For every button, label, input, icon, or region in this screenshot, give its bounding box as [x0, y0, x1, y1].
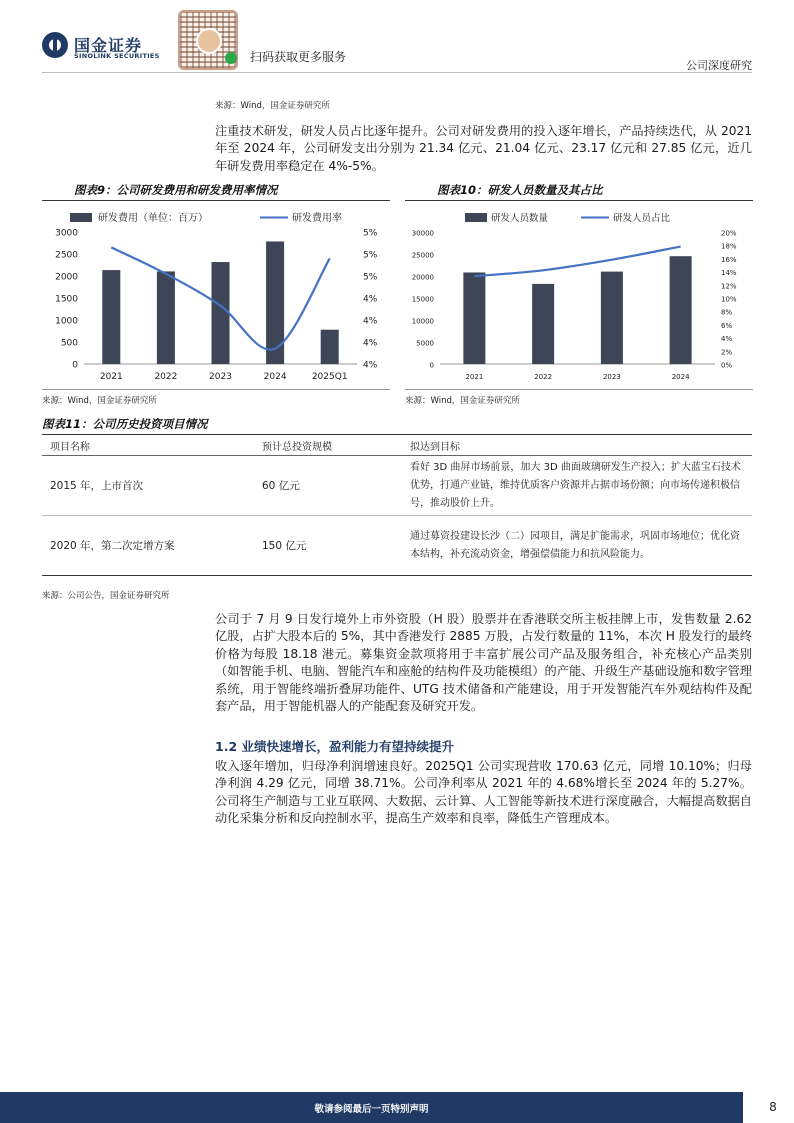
col-header-name: 项目名称: [42, 435, 254, 456]
source-note-top: 来源：Wind，国金证券研究所: [215, 101, 330, 111]
company-logo-icon: [42, 32, 68, 58]
y-left-tick-label: 20000: [411, 273, 434, 282]
cell-project-name: 2020 年，第二次定增方案: [42, 516, 254, 576]
cell-investment-amount: 60 亿元: [254, 456, 402, 516]
scan-prompt: 扫码获取更多服务: [250, 50, 347, 64]
figure-9-bottom-rule: [42, 389, 390, 390]
y-right-tick-label: 4%: [363, 294, 378, 305]
bar-2023: [601, 272, 623, 364]
bar-2023: [211, 262, 229, 364]
bar-2024: [670, 256, 692, 364]
col-header-amount: 预计总投资规模: [254, 435, 402, 456]
header-divider: [42, 72, 752, 73]
y-left-tick-label: 2000: [55, 272, 78, 283]
paragraph-performance: 收入逐年增加，归母净利润增速良好。2025Q1 公司实现营收 170.63 亿元，同增 10.10%；归母净利润 4.29 亿元，同增 38.71%。公司净利率从 2021 年的 4.68%增长至 2024 年的 5.27%。公司将生产制造与工业互联网、大数据、云计算、人工智能等新技术进行深度融合，大幅提高数据自动化采集分析和反向控制水平，提高生产效率和良率，降低生产管理成本。: [215, 759, 752, 826]
chart-rd-staff: [405, 204, 755, 384]
y-left-tick-label: 5000: [416, 339, 434, 348]
cell-project-name: 2015 年，上市首次: [42, 456, 254, 516]
x-tick-label: 2021: [99, 372, 123, 382]
investment-table: [42, 434, 752, 576]
y-left-tick-label: 500: [60, 338, 78, 349]
bar-2022: [157, 271, 175, 364]
y-right-tick-label: 12%: [721, 282, 737, 291]
bar-2025Q1: [321, 330, 339, 364]
y-left-tick-label: 25000: [411, 251, 434, 260]
y-left-tick-label: 1000: [55, 316, 78, 327]
y-right-tick-label: 6%: [721, 321, 733, 330]
y-left-tick-label: 2500: [55, 250, 78, 261]
y-right-tick-label: 4%: [363, 360, 378, 371]
y-right-tick-label: 18%: [721, 242, 737, 251]
table-row: [42, 516, 752, 576]
x-tick-label: 2024: [671, 373, 690, 381]
x-tick-label: 2022: [534, 373, 553, 381]
report-type: 公司深度研究: [686, 59, 752, 72]
x-tick-label: 2023: [602, 373, 621, 381]
bar-2024: [266, 241, 284, 364]
legend-swatch-bar: [465, 213, 487, 222]
x-tick-label: 2024: [263, 372, 287, 382]
y-left-tick-label: 0: [72, 360, 78, 371]
y-right-tick-label: 5%: [363, 250, 378, 261]
chart-rd-expense: [42, 204, 392, 384]
y-right-tick-label: 4%: [363, 316, 378, 327]
bar-2021: [463, 272, 485, 364]
y-left-tick-label: 3000: [55, 228, 78, 239]
section-heading: 1.2 业绩快速增长，盈利能力有望持续提升: [215, 739, 454, 754]
table-11-title: 图表11：公司历史投资项目情况: [42, 417, 208, 431]
series-line-staff-ratio: [474, 247, 680, 277]
y-right-tick-label: 20%: [721, 229, 737, 238]
qr-center-emblem-icon: [196, 28, 222, 54]
y-right-tick-label: 14%: [721, 269, 737, 278]
y-right-tick-label: 4%: [363, 338, 378, 349]
x-tick-label: 2023: [209, 372, 232, 382]
y-right-tick-label: 5%: [363, 272, 378, 283]
table-11-source: 来源：公司公告，国金证券研究所: [42, 591, 170, 601]
col-header-goal: 拟达到目标: [402, 435, 752, 456]
wechat-badge-icon: [225, 52, 237, 64]
y-right-tick-label: 5%: [363, 228, 378, 239]
y-right-tick-label: 10%: [721, 295, 737, 304]
table-header-row: [42, 435, 752, 456]
bar-2021: [102, 270, 120, 364]
legend-label-bar: 研发人员数量: [491, 213, 549, 224]
cell-investment-amount: 150 亿元: [254, 516, 402, 576]
y-left-tick-label: 15000: [411, 295, 434, 304]
logo-english-name: SINOLINK SECURITIES: [74, 52, 160, 60]
figure-9-title: 图表9：公司研发费用和研发费用率情况: [74, 183, 278, 197]
y-right-tick-label: 16%: [721, 255, 737, 264]
logo-chinese-name: 国金证券: [74, 36, 143, 55]
cell-goal: 看好 3D 曲屏市场前景，加大 3D 曲面玻璃研发生产投入；扩大蓝宝石技术优势，打通产业链，维持优质客户资源并占据市场份额；向市场传递积极信号，推动股价上升。: [402, 456, 752, 516]
figure-10-source: 来源：Wind，国金证券研究所: [405, 396, 520, 406]
y-left-tick-label: 0: [429, 361, 434, 370]
y-left-tick-label: 30000: [411, 229, 434, 238]
figure-9-source: 来源：Wind，国金证券研究所: [42, 396, 157, 406]
page-number: 8: [769, 1100, 777, 1114]
legend-label-line: 研发人员占比: [613, 213, 671, 224]
y-right-tick-label: 2%: [721, 348, 733, 357]
y-left-tick-label: 1500: [55, 294, 78, 305]
figure-10-title: 图表10：研发人员数量及其占比: [437, 183, 603, 197]
x-tick-label: 2022: [154, 372, 178, 382]
figure-9-rule: [42, 200, 390, 201]
legend-swatch-bar: [70, 213, 92, 222]
y-right-tick-label: 0%: [721, 361, 733, 370]
y-right-tick-label: 4%: [721, 335, 733, 344]
x-tick-label: 2021: [465, 373, 484, 381]
figure-10-rule: [405, 200, 753, 201]
cell-goal: 通过募资投建设长沙（二）园项目，满足扩能需求，巩固市场地位；优化资本结构，补充流动资金，增强偿债能力和抗风险能力。: [402, 516, 752, 576]
y-right-tick-label: 8%: [721, 308, 733, 317]
x-tick-label: 2025Q1: [311, 372, 348, 382]
figure-10-bottom-rule: [405, 389, 753, 390]
y-left-tick-label: 10000: [411, 317, 434, 326]
footer-disclaimer[interactable]: 敬请参阅最后一页特别声明: [314, 1104, 429, 1115]
table-row: [42, 456, 752, 516]
paragraph-h-share: 公司于 7 月 9 日发行境外上市外资股（H 股）股票并在香港联交所主板挂牌上市，发售数量 2.62 亿股，占扩大股本后的 5%，其中香港发行 2885 万股，占发行数量的 11%，本次 H 股发行的最终价格为每股 18.18 港元。募集资金款项将用于丰富扩展公司产品及服务组合，补充核心产品类别（如智能手机、电脑、智能汽车和座舱的结构件及功能模组）的产能、升级生产基础设施和数字管理系统，用于智能终端折叠屏功能件、UTG 技术储备和产能建设，用于开发智能汽车外观结构件及配套产品，用于智能机器人的产能配套及研究开发。: [215, 612, 752, 714]
bar-2022: [532, 284, 554, 364]
legend-label-bar: 研发费用（单位：百万）: [98, 213, 208, 224]
legend-label-line: 研发费用率: [292, 213, 342, 224]
paragraph-rd: 注重技术研发，研发人员占比逐年提升。公司对研发费用的投入逐年增长，产品持续迭代，从 2021 年至 2024 年，公司研发支出分别为 21.34 亿元、21.04 亿元、23.17 亿元和 27.85 亿元，近几年研发费用率稳定在 4%-5%。: [215, 124, 752, 173]
